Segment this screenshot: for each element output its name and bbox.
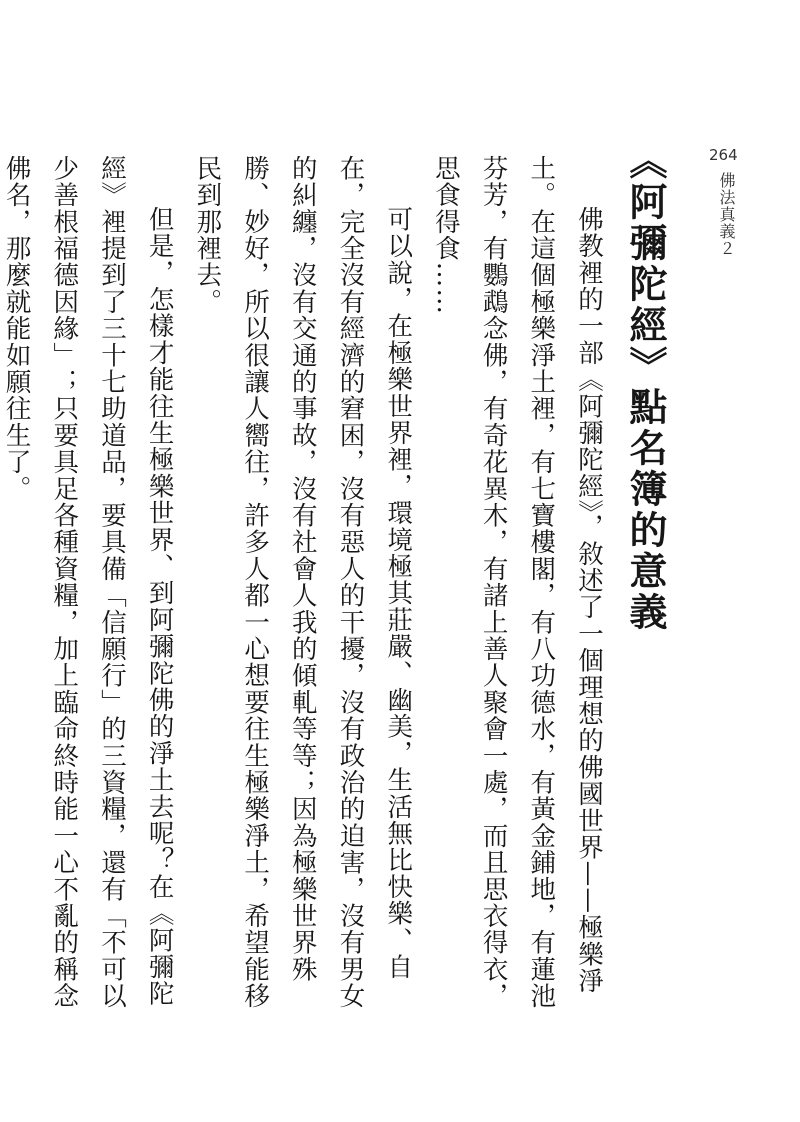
paragraph-2: 可以說，在極樂世界裡，環境極其莊嚴、幽美，生活無比快樂、自在，完全沒有經濟的窘困，沒有惡人的干擾，沒有政治的迫害，沒有男女的糾纏，沒有交通的事故，沒有社會人我的傾軋等等；因為極樂世界殊勝、妙好，所以很讓人嚮往，許多人都一心想要往生極樂淨土，希望能移民到那裡去。	[192, 155, 414, 1010]
main-text-block	[1, 141, 678, 1025]
page-number: 264	[709, 146, 738, 164]
paragraph-1: 佛教裡的一部《阿彌陀經》，敘述了一個理想的佛國世界——極樂淨土。在這個極樂淨土裡，有七寶樓閣，有八功德水，有黃金鋪地，有蓮池芬芳，有鸚鵡念佛，有奇花異木，有諸上善人聚會一處，而且思衣得衣，思食得食……	[430, 155, 604, 1010]
running-header-book-title: 佛法真義２	[717, 172, 736, 257]
chapter-title: 《阿彌陀經》點名簿的意義	[623, 141, 667, 633]
paragraph-3: 但是，怎樣才能往生極樂世界、到阿彌陀佛的淨土去呢？在《阿彌陀經》裡提到了三十七助道品，要具備「信願行」的三資糧，還有「不可以少善根福德因緣」；只要具足各種資糧，加上臨命終時能一心不亂的稱念佛名，那麼就能如願往生了。	[1, 155, 175, 1010]
